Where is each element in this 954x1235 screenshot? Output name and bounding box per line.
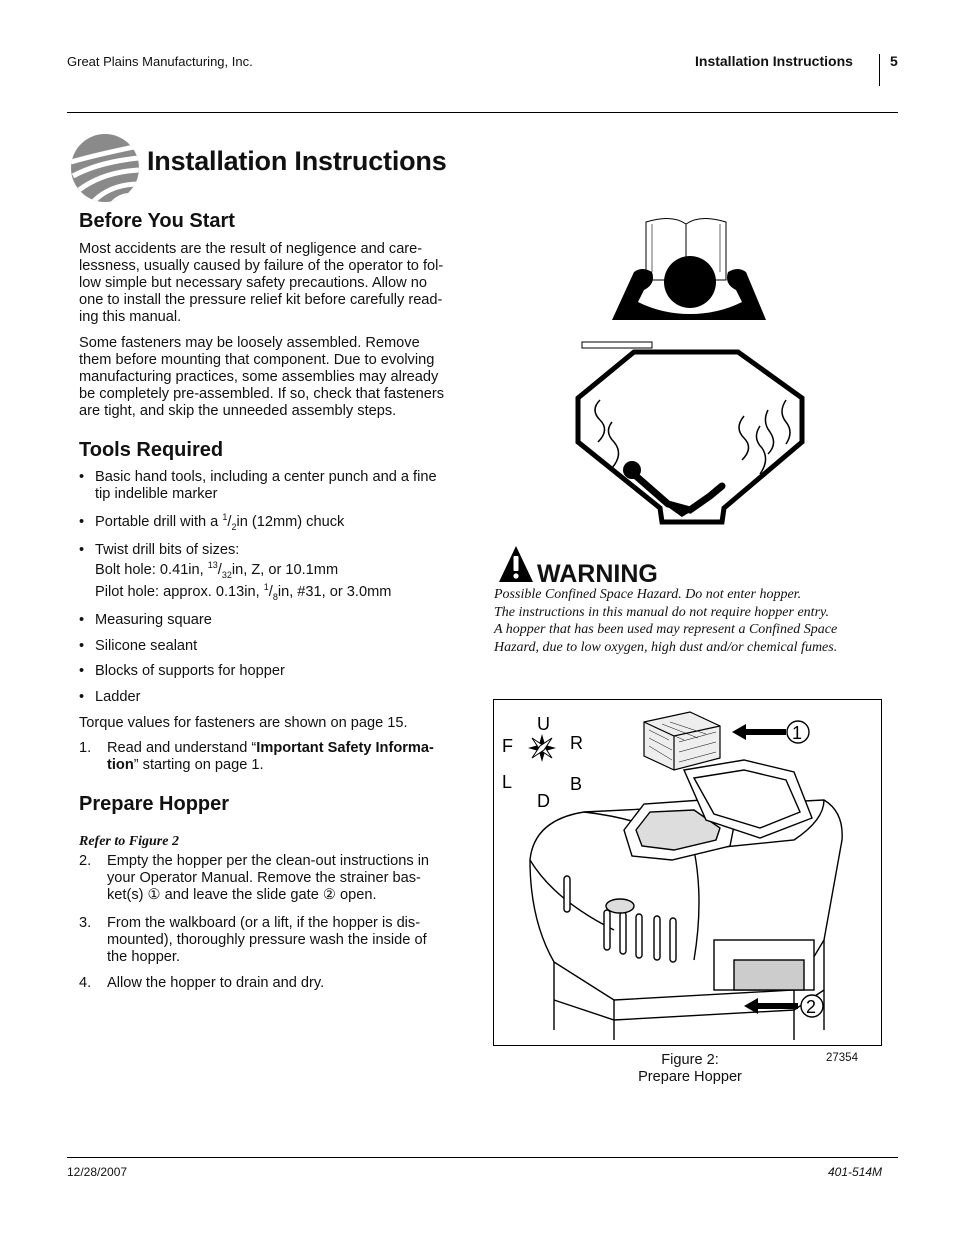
bullet: • bbox=[79, 514, 85, 530]
text-span: in, Z, or 10.1mm bbox=[231, 562, 339, 578]
compass-back-label: B bbox=[570, 774, 583, 794]
strainer-basket bbox=[644, 712, 720, 770]
compass-left-label: L bbox=[502, 772, 513, 792]
list-item bbox=[79, 638, 479, 655]
page-number: 5 bbox=[890, 53, 898, 69]
step-text bbox=[107, 915, 471, 966]
step-text bbox=[107, 853, 471, 904]
text-line: The instructions in this manual do not require hopper entry. bbox=[494, 604, 829, 620]
bullet: • bbox=[79, 469, 85, 485]
text-span: Measuring square bbox=[95, 612, 212, 628]
figure-2-frame bbox=[493, 699, 882, 1046]
list-item bbox=[79, 542, 479, 601]
tools-list bbox=[79, 542, 479, 601]
text-span: Blocks of supports for hopper bbox=[95, 663, 285, 679]
text-line: Basic hand tools, including a center punch and a fine bbox=[95, 469, 437, 485]
text-line: Bolt hole: 0.41in, $^{13}/_{32}in$, Z, or 10.1mm bbox=[95, 560, 339, 580]
footer-date: 12/28/2007 bbox=[67, 1165, 128, 1179]
text-line: mounted), thoroughly pressure wash the inside of bbox=[107, 932, 427, 948]
before-you-start-paragraph-1 bbox=[79, 241, 471, 326]
text-span: Read and understand “ bbox=[107, 740, 257, 756]
fraction-denominator: 32 bbox=[221, 569, 232, 580]
step-number: 4. bbox=[79, 975, 92, 991]
page-title: Installation Instructions bbox=[147, 146, 447, 176]
compass-down-label: D bbox=[537, 791, 550, 811]
text-line: lessness, usually caused by failure of the operator to fol- bbox=[79, 258, 444, 274]
text-line: ing this manual. bbox=[79, 309, 182, 325]
header-divider bbox=[879, 54, 880, 86]
text-line: tip indelible marker bbox=[95, 486, 218, 502]
text-line: Twist drill bits of sizes: bbox=[95, 542, 240, 558]
text-line: them before mounting that component. Due to evolving bbox=[79, 352, 435, 368]
callout-2-label: 2 bbox=[806, 997, 817, 1017]
text-line: Most accidents are the result of negligence and care- bbox=[79, 241, 423, 257]
list-item bbox=[79, 689, 479, 706]
bullet: • bbox=[79, 663, 85, 679]
fraction-numerator: 13 bbox=[207, 560, 218, 571]
tools-list bbox=[79, 469, 479, 503]
link-text-bold: tion bbox=[107, 757, 134, 773]
confined-space-hazard-pictogram bbox=[572, 210, 812, 526]
fraction-denominator: 2 bbox=[231, 521, 237, 532]
text-span: Pilot hole: approx. 0.13in, bbox=[95, 584, 264, 600]
text-line: Possible Confined Space Hazard. Do not enter hopper. bbox=[494, 587, 802, 602]
tools-list bbox=[79, 689, 479, 706]
warning-label: WARNING bbox=[537, 560, 658, 588]
step-text: Allow the hopper to drain and dry. bbox=[107, 975, 325, 991]
text-line: A hopper that has been used may represent a Confined Space bbox=[494, 622, 838, 637]
bullet: • bbox=[79, 542, 85, 558]
step-number: 1. bbox=[79, 740, 92, 756]
bullet: • bbox=[79, 689, 85, 705]
link-text-bold: Important Safety Informa- bbox=[256, 740, 434, 756]
text-line: Some fasteners may be loosely assembled. Remove bbox=[79, 335, 420, 351]
hopper-illustration bbox=[494, 700, 881, 1045]
text-line: Hazard, due to low oxygen, high dust and/or chemical fumes. bbox=[494, 639, 838, 655]
figure-caption bbox=[600, 1052, 780, 1086]
tools-list bbox=[79, 638, 479, 655]
figure-caption-line: Prepare Hopper bbox=[638, 1069, 742, 1085]
tools-list bbox=[79, 514, 479, 531]
heading-tools-required: Tools Required bbox=[79, 439, 224, 461]
step-3 bbox=[79, 915, 471, 966]
text-span: Bolt hole: 0.41in, bbox=[95, 562, 208, 578]
list-item bbox=[79, 612, 479, 629]
compass-rose-icon bbox=[528, 734, 556, 762]
bullet: • bbox=[79, 638, 85, 654]
text-line: are tight, and skip the unneeded assembly steps. bbox=[79, 403, 397, 419]
text-line: Empty the hopper per the clean-out instructions in bbox=[107, 853, 430, 869]
section-logo-icon bbox=[69, 132, 141, 204]
text-span: in (12mm) chuck bbox=[236, 514, 345, 530]
refer-figure-note: Refer to Figure 2 bbox=[79, 834, 179, 849]
torque-note: Torque values for fasteners are shown on page 15. bbox=[79, 715, 408, 731]
text-span: Silicone sealant bbox=[95, 638, 198, 654]
heading-prepare-hopper: Prepare Hopper bbox=[79, 793, 230, 815]
compass-up-label: U bbox=[537, 714, 550, 734]
step-2 bbox=[79, 853, 471, 904]
text-span: in, #31, or 3.0mm bbox=[277, 584, 392, 600]
footer-rule bbox=[67, 1157, 898, 1158]
fraction-denominator: 8 bbox=[272, 591, 278, 602]
text-line: one to install the pressure relief kit before carefully read- bbox=[79, 292, 443, 308]
step-number: 2. bbox=[79, 853, 92, 869]
footer-doc-number: 401-514M bbox=[828, 1165, 883, 1179]
list-item bbox=[79, 469, 479, 503]
text-line: low simple but necessary safety precautions. Allow no bbox=[79, 275, 427, 291]
hopper-body bbox=[530, 760, 842, 1040]
tools-list bbox=[79, 663, 479, 680]
warning-text bbox=[494, 586, 894, 656]
text-line: your Operator Manual. Remove the strainer bas- bbox=[107, 870, 421, 886]
figure-number: 27354 bbox=[826, 1052, 858, 1064]
fraction-numerator: 1 bbox=[222, 512, 228, 523]
callout-1-label: 1 bbox=[792, 723, 803, 743]
warning-triangle-icon bbox=[497, 544, 535, 584]
text-line: manufacturing practices, some assemblies may already bbox=[79, 369, 439, 385]
step-1 bbox=[79, 740, 471, 774]
bullet: • bbox=[79, 612, 85, 628]
text-line: From the walkboard (or a lift, if the hopper is dis- bbox=[107, 915, 421, 931]
list-item: • Portable drill with a $^1/_2in$ (12mm) chuck bbox=[79, 512, 345, 532]
step-number: 3. bbox=[79, 915, 92, 931]
text-span: ” starting on page 1. bbox=[133, 757, 264, 773]
header-rule bbox=[67, 112, 898, 113]
compass-front-label: F bbox=[502, 736, 513, 756]
text-span: Portable drill with a bbox=[95, 514, 223, 530]
step-4 bbox=[79, 975, 471, 992]
step-text bbox=[107, 740, 471, 774]
tools-list bbox=[79, 612, 479, 629]
before-you-start-paragraph-2 bbox=[79, 335, 471, 420]
list-item bbox=[79, 663, 479, 680]
heading-before-you-start: Before You Start bbox=[79, 210, 235, 232]
text-line: be completely pre-assembled. If so, check that fasteners bbox=[79, 386, 445, 402]
text-line: Pilot hole: approx. 0.13in, $^1/_8in$, #31, or 3.0mm bbox=[95, 582, 392, 602]
fraction-numerator: 1 bbox=[263, 582, 269, 593]
text-span: Ladder bbox=[95, 689, 141, 705]
text-line: the hopper. bbox=[107, 949, 181, 965]
header-section: Installation Instructions bbox=[695, 53, 853, 69]
header-company: Great Plains Manufacturing, Inc. bbox=[67, 54, 253, 69]
text-line: ket(s) ① and leave the slide gate ② open. bbox=[107, 887, 377, 903]
figure-caption-line: Figure 2: bbox=[661, 1052, 719, 1068]
compass-right-label: R bbox=[570, 733, 583, 753]
